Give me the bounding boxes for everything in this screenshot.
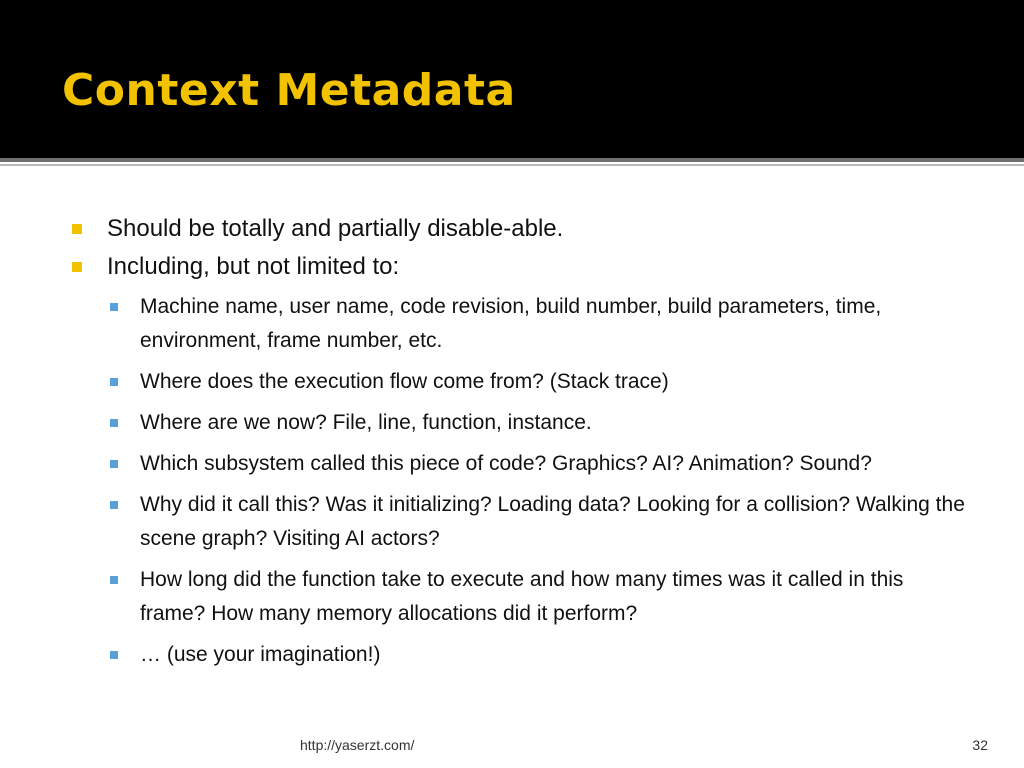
square-bullet-icon [110, 378, 118, 386]
page-number: 32 [972, 737, 988, 753]
bullet-text: Should be totally and partially disable-able. [107, 215, 564, 242]
title-bar [0, 0, 1024, 158]
footer-url: http://yaserzt.com/ [300, 737, 415, 753]
square-bullet-icon [110, 419, 118, 427]
bullet-item [72, 210, 972, 248]
sub-bullet-text: … (use your imagination!) [140, 643, 381, 666]
square-bullet-icon [110, 651, 118, 659]
sub-bullet-item [110, 447, 972, 481]
sub-bullet-text: How long did the function take to execute and how many times was it called in this frame? How many memory allocations did it perform? [140, 568, 904, 625]
square-bullet-icon [110, 460, 118, 468]
sub-bullet-item [110, 638, 972, 672]
sub-bullet-text: Where does the execution flow come from? (Stack trace) [140, 370, 669, 393]
square-bullet-icon [110, 576, 118, 584]
bullet-item [72, 248, 972, 286]
sub-bullet-item [110, 563, 972, 631]
square-bullet-icon [110, 303, 118, 311]
square-bullet-icon [72, 224, 82, 234]
sub-bullet-text: Which subsystem called this piece of code? Graphics? AI? Animation? Sound? [140, 452, 872, 475]
sub-bullet-text: Machine name, user name, code revision, build number, build parameters, time, environment, frame number, etc. [140, 295, 882, 352]
bullet-text: Including, but not limited to: [107, 253, 400, 280]
sub-bullet-item [110, 365, 972, 399]
header-divider-thin [0, 164, 1024, 166]
sub-bullet-item [110, 488, 972, 556]
square-bullet-icon [72, 262, 82, 272]
slide-title: Context Metadata [62, 65, 516, 116]
sub-bullet-text: Where are we now? File, line, function, instance. [140, 411, 592, 434]
sub-bullet-item [110, 406, 972, 440]
header-divider [0, 158, 1024, 162]
sub-bullet-text: Why did it call this? Was it initializing? Loading data? Looking for a collision? Walking the scene graph? Visiting AI actors? [140, 493, 965, 550]
slide-content [72, 210, 972, 679]
square-bullet-icon [110, 501, 118, 509]
sub-bullet-item [110, 290, 972, 358]
